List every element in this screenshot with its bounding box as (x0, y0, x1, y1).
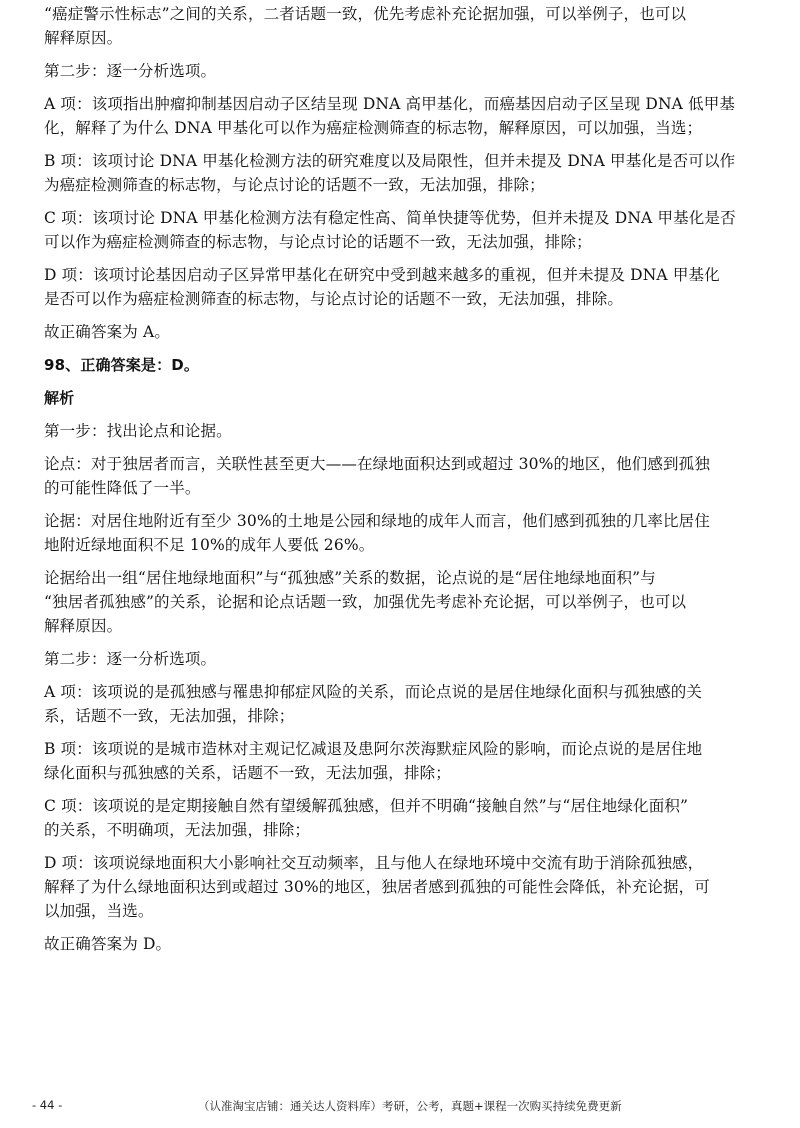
paragraph (44, 680, 762, 728)
paragraph (44, 932, 762, 956)
text-line: 第二步：逐一分析选项。 (44, 650, 217, 668)
paragraph (44, 737, 762, 785)
text-line: 第二步：逐一分析选项。 (44, 62, 217, 80)
text-line: 论据：对居住地附近有至少 30%的土地是公园和绿地的成年人而言，他们感到孤独的几率比居住 (44, 512, 710, 530)
paragraph (44, 851, 762, 923)
text-line: B 项：该项说的是城市造林对主观记忆减退及患阿尔茨海默症风险的影响，而论点说的是居住地 (44, 740, 703, 758)
page-number: - 44 - (32, 1098, 63, 1112)
text-line: C 项：该项说的是定期接触自然有望缓解孤独感，但并不明确“接触自然”与“居住地绿化面积” (44, 797, 689, 815)
paragraph (44, 509, 762, 557)
text-line: 论点：对于独居者而言，关联性甚至更大——在绿地面积达到或超过 30%的地区，他们感到孤独 (44, 455, 710, 473)
paragraph (44, 59, 762, 83)
text-line: “癌症警示性标志”之间的关系，二者话题一致，优先考虑补充论据加强，可以举例子，也可以 (44, 5, 687, 23)
paragraph (44, 92, 762, 140)
text-line: 系，话题不一致，无法加强，排除； (44, 707, 295, 725)
text-line: 化，解释了为什么 DNA 甲基化可以作为癌症检测筛查的标志物，解释原因，可以加强，当选； (44, 119, 703, 137)
text-line: 可以作为癌症检测筛查的标志物，与论点讨论的话题不一致，无法加强，排除； (44, 233, 592, 251)
text-line: 地附近绿地面积不足 10%的成年人要低 26%。 (44, 536, 375, 554)
text-line: 解释原因。 (44, 29, 123, 47)
text-line: D 项：该项讨论基因启动子区异常甲基化在研究中受到越来越多的重视，但并未提及 DNA 甲基化 (44, 266, 720, 284)
section-heading (44, 386, 762, 410)
footer-text: （认准淘宝店铺：通关达人资料库）考研，公考，真题+课程一次购买持续免费更新 (198, 1099, 622, 1113)
text-line: 的关系，不明确项，无法加强，排除； (44, 821, 311, 839)
text-line: 98、正确答案是：D。 (44, 356, 199, 374)
paragraph (44, 263, 762, 311)
paragraph (44, 206, 762, 254)
text-line: 故正确答案为 A。 (44, 323, 170, 341)
text-line: 故正确答案为 D。 (44, 935, 172, 953)
text-line: 第一步：找出论点和论据。 (44, 422, 232, 440)
section-heading (44, 353, 762, 377)
text-line: 为癌症检测筛查的标志物，与论点讨论的话题不一致，无法加强，排除； (44, 176, 545, 194)
text-line: 是否可以作为癌症检测筛查的标志物，与论点讨论的话题不一致，无法加强，排除。 (44, 290, 624, 308)
document-body (44, 2, 762, 965)
paragraph (44, 452, 762, 500)
text-line: A 项：该项指出肿瘤抑制基因启动子区结呈现 DNA 高甲基化，而癌基因启动子区呈现 DNA 低甲基 (44, 95, 736, 113)
text-line: A 项：该项说的是孤独感与罹患抑郁症风险的关系，而论点说的是居住地绿化面积与孤独感的关 (44, 683, 703, 701)
paragraph (44, 419, 762, 443)
paragraph (44, 2, 762, 50)
text-line: 绿化面积与孤独感的关系，话题不一致，无法加强，排除； (44, 764, 451, 782)
paragraph (44, 647, 762, 671)
text-line: 以加强，当选。 (44, 902, 154, 920)
text-line: 解析 (44, 389, 75, 407)
text-line: “独居者孤独感”的关系，论据和论点话题一致，加强优先考虑补充论据，可以举例子，也可以 (44, 593, 687, 611)
paragraph (44, 794, 762, 842)
text-line: C 项：该项讨论 DNA 甲基化检测方法有稳定性高、简单快捷等优势，但并未提及 DNA 甲基化是否 (44, 209, 736, 227)
paragraph (44, 149, 762, 197)
text-line: 论据给出一组“居住地绿地面积”与“孤独感”关系的数据，论点说的是“居住地绿地面积”与 (44, 569, 656, 587)
text-line: 解释了为什么绿地面积达到或超过 30%的地区，独居者感到孤独的可能性会降低，补充论据，可 (44, 878, 710, 896)
text-line: B 项：该项讨论 DNA 甲基化检测方法的研究难度以及局限性，但并未提及 DNA 甲基化是否可以作 (44, 152, 736, 170)
paragraph (44, 566, 762, 638)
text-line: D 项：该项说绿地面积大小影响社交互动频率，且与他人在绿地环境中交流有助于消除孤独感， (44, 854, 704, 872)
text-line: 解释原因。 (44, 617, 123, 635)
text-line: 的可能性降低了一半。 (44, 479, 201, 497)
paragraph (44, 320, 762, 344)
